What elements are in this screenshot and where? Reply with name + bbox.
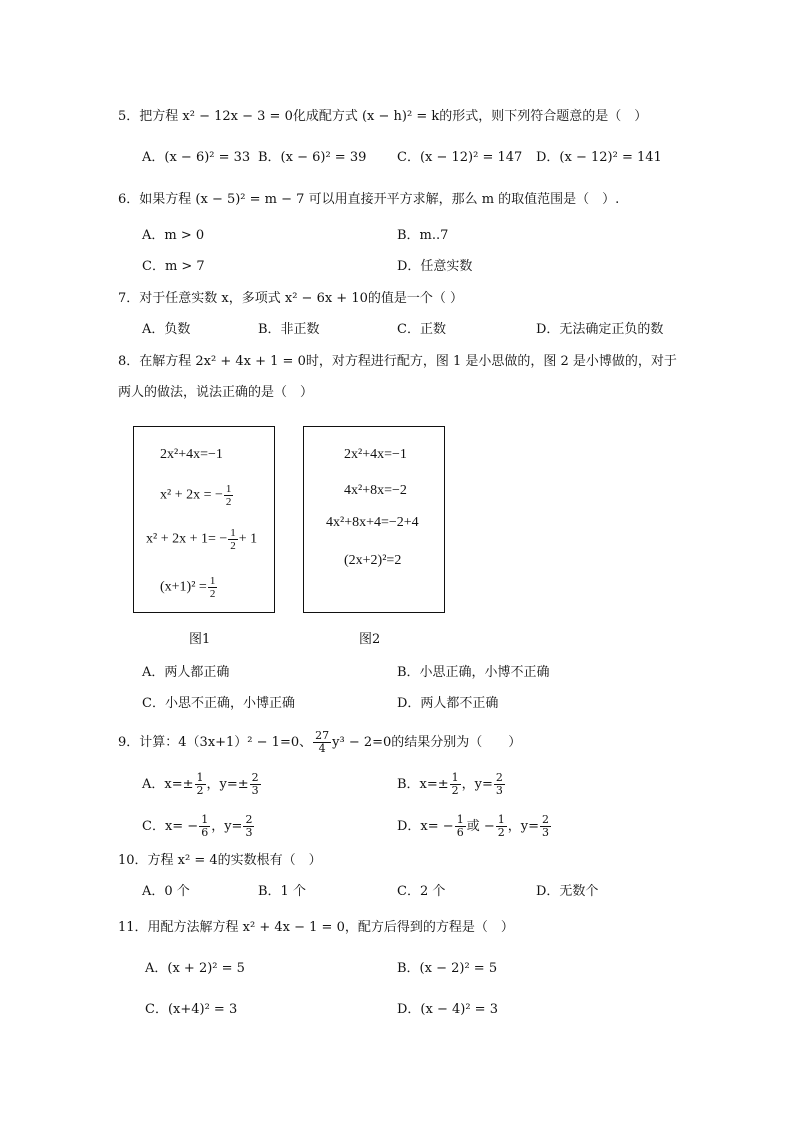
fig1-eq2: x² + 2x = − $\frac{1}{2}$ bbox=[160, 483, 232, 508]
question-11-stem: 11．用配方法解方程 x² + 4x − 1 = 0，配方后得到的方程是（ ） bbox=[118, 920, 514, 935]
q10-option-c: C．2 个 bbox=[397, 884, 446, 899]
q6-option-a: A．m > 0 bbox=[142, 228, 205, 243]
question-6-stem: 6．如果方程 (x − 5)² = m − 7 可以用直接开平方求解，那么 m 的取值范围是（ ）. bbox=[118, 192, 620, 207]
figure-2-box bbox=[303, 426, 445, 613]
q9-option-b: B．x=± $\frac{1}{2}$ ，y= $\frac{2}{3}$ bbox=[397, 771, 503, 797]
figure-2-caption: 图2 bbox=[359, 632, 381, 647]
q5-option-b: B．(x − 6)² = 39 bbox=[258, 150, 367, 165]
q6-option-d: D．任意实数 bbox=[397, 259, 473, 274]
question-10-stem: 10．方程 x² = 4的实数根有（ ） bbox=[118, 853, 322, 868]
q7-option-c: C．正数 bbox=[397, 322, 446, 337]
q5-option-a: A．(x − 6)² = 33 bbox=[142, 150, 251, 165]
fig1-eq1: 2x²+4x=−1 bbox=[160, 447, 223, 462]
q10-option-d: D．无数个 bbox=[536, 884, 599, 899]
q9-option-d: D．x= − $\frac{1}{6}$ 或 − $\frac{1}{2}$ ，y= $\frac{2}{3}$ bbox=[397, 813, 549, 839]
fig2-eq4: (2x+2)²=2 bbox=[344, 553, 402, 568]
question-9-stem: 9．计算：4（3x+1）² − 1=0、 $\frac{27}{4}$ y³ − 2=0的结果分别为（ ） bbox=[118, 729, 522, 755]
fig1-eq3: x² + 2x + 1= − $\frac{1}{2}$ + 1 bbox=[146, 527, 258, 552]
fig2-eq2: 4x²+8x=−2 bbox=[344, 483, 407, 498]
q11-option-d: D．(x − 4)² = 3 bbox=[397, 1002, 498, 1017]
figure-1-box bbox=[133, 426, 275, 613]
question-8-stem-line2: 两人的做法，说法正确的是（ ） bbox=[118, 385, 314, 400]
question-5-stem: 5．把方程 x² − 12x − 3 = 0化成配方式 (x − h)² = k的形式，则下列符合题意的是（ ） bbox=[118, 109, 648, 124]
q5-option-d: D．(x − 12)² = 141 bbox=[536, 150, 662, 165]
question-8-stem-line1: 8．在解方程 2x² + 4x + 1 = 0时，对方程进行配方，图 1 是小思做的，图 2 是小博做的，对于 bbox=[118, 354, 677, 369]
q6-option-c: C．m > 7 bbox=[142, 259, 205, 274]
q6-option-b: B．m..7 bbox=[397, 228, 449, 243]
question-7-stem: 7．对于任意实数 x，多项式 x² − 6x + 10的值是一个（ ） bbox=[118, 291, 464, 306]
q9-option-c: C．x= − $\frac{1}{6}$ ，y= $\frac{2}{3}$ bbox=[142, 813, 253, 839]
fig1-eq4: (x+1)² = $\frac{1}{2}$ bbox=[160, 575, 216, 600]
q10-option-a: A．0 个 bbox=[142, 884, 190, 899]
q8-option-c: C．小思不正确，小博正确 bbox=[142, 696, 295, 711]
q11-option-c: C．(x+4)² = 3 bbox=[145, 1002, 238, 1017]
fig2-eq3: 4x²+8x+4=−2+4 bbox=[326, 515, 419, 530]
q10-option-b: B．1 个 bbox=[258, 884, 306, 899]
q7-option-a: A．负数 bbox=[142, 322, 191, 337]
q7-option-b: B．非正数 bbox=[258, 322, 320, 337]
q9-option-a: A．x=± $\frac{1}{2}$ ，y=± $\frac{2}{3}$ bbox=[142, 771, 259, 797]
fig2-eq1: 2x²+4x=−1 bbox=[344, 447, 407, 462]
q11-option-b: B．(x − 2)² = 5 bbox=[397, 961, 498, 976]
q7-option-d: D．无法确定正负的数 bbox=[536, 322, 664, 337]
q5-option-c: C．(x − 12)² = 147 bbox=[397, 150, 523, 165]
q8-option-b: B．小思正确，小博不正确 bbox=[397, 665, 550, 680]
q8-option-a: A．两人都正确 bbox=[142, 665, 230, 680]
figure-1-caption: 图1 bbox=[189, 632, 211, 647]
q8-option-d: D．两人都不正确 bbox=[397, 696, 499, 711]
q11-option-a: A．(x + 2)² = 5 bbox=[145, 961, 245, 976]
